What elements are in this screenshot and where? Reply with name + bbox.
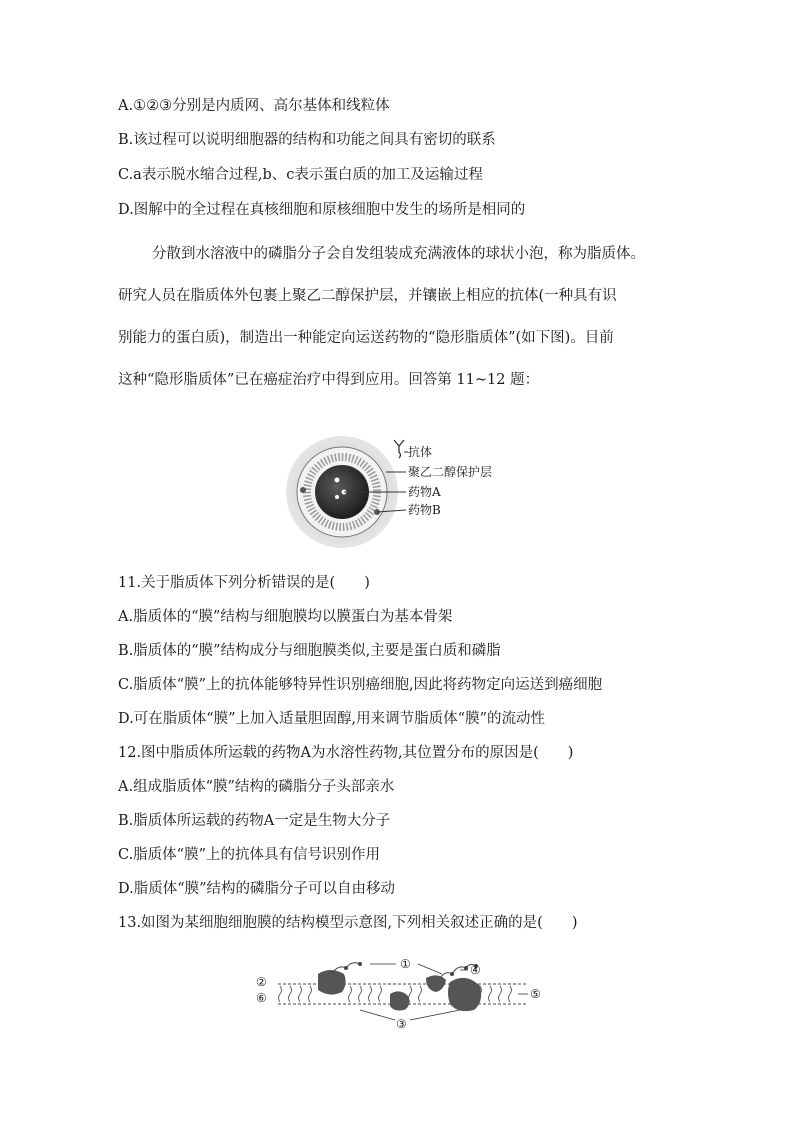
q11-option-a: A.脂质体的“膜”结构与细胞膜均以膜蛋白为基本骨架 (118, 609, 453, 625)
liposome-figure (282, 432, 522, 552)
q10-option-b: B.该过程可以说明细胞器的结构和功能之间具有密切的联系 (118, 132, 496, 148)
antibody-icon (394, 440, 404, 458)
drug-a-dot (335, 478, 340, 483)
q13-stem: 13.如图为某细胞细胞膜的结构模型示意图,下列相关叙述正确的是( ) (118, 915, 578, 931)
membrane-protein (448, 978, 481, 1011)
q11-option-b: B.脂质体的“膜”结构成分与细胞膜类似,主要是蛋白质和磷脂 (118, 643, 501, 659)
q11-stem: 11.关于脂质体下列分析错误的是( ) (118, 575, 370, 591)
label-1: ① (400, 957, 411, 971)
q12-stem: 12.图中脂质体所运载的药物A为水溶性药物,其位置分布的原因是( ) (118, 745, 574, 761)
q12-option-d: D.脂质体“膜”结构的磷脂分子可以自由移动 (118, 881, 396, 897)
sugar-bead (358, 962, 362, 966)
membrane-protein (426, 975, 446, 992)
q12-option-b: B.脂质体所运载的药物A一定是生物大分子 (118, 813, 391, 829)
drug-a-dot (335, 495, 339, 499)
passage-line-1: 分散到水溶液中的磷脂分子会自发组装成充满液体的球状小泡，称为脂质体。 (152, 246, 645, 262)
q10-option-a: A.①②③分别是内质网、高尔基体和线粒体 (118, 98, 390, 114)
q10-option-c: C.a表示脱水缩合过程,b、c表示蛋白质的加工及运输过程 (118, 167, 483, 183)
q10-option-d: D.图解中的全过程在真核细胞和原核细胞中发生的场所是相同的 (118, 202, 526, 218)
label-3: ③ (396, 1017, 407, 1031)
passage-line-2: 研究人员在脂质体外包裹上聚乙二醇保护层，并镶嵌上相应的抗体(一种具有识 (118, 288, 617, 304)
label-peg-layer: 聚乙二醇保护层 (408, 465, 493, 479)
leader-line (410, 1010, 460, 1020)
membrane-protein (390, 991, 409, 1010)
q12-option-a: A.组成脂质体“膜”结构的磷脂分子头部亲水 (118, 779, 395, 795)
sugar-bead (344, 966, 348, 970)
label-antibody: 抗体 (408, 445, 433, 459)
label-5: ⑤ (530, 987, 541, 1001)
label-4: ④ (470, 963, 481, 977)
label-6: ⑥ (256, 991, 267, 1005)
sugar-bead (464, 966, 468, 970)
passage-line-4: 这种“隐形脂质体”已在癌症治疗中得到应用。回答第 11~12 题： (118, 372, 540, 388)
leader-line (360, 1010, 395, 1020)
sugar-bead (450, 972, 454, 976)
label-drug-a: 药物A (408, 485, 441, 499)
leader-line (418, 964, 442, 974)
q11-option-d: D.可在脂质体“膜”上加入适量胆固醇,用来调节脂质体“膜”的流动性 (118, 711, 545, 727)
label-2: ② (256, 975, 267, 989)
label-drug-b: 药物B (408, 503, 441, 517)
passage-line-3: 别能力的蛋白质)，制造出一种能定向运送药物的“隐形脂质体”(如下图)。目前 (118, 330, 614, 346)
drug-b-dot (300, 487, 306, 493)
q11-option-c: C.脂质体“膜”上的抗体能够特异性识别癌细胞,因此将药物定向运送到癌细胞 (118, 677, 603, 693)
membrane-figure (250, 952, 550, 1032)
q12-option-c: C.脂质体“膜”上的抗体具有信号识别作用 (118, 847, 381, 863)
